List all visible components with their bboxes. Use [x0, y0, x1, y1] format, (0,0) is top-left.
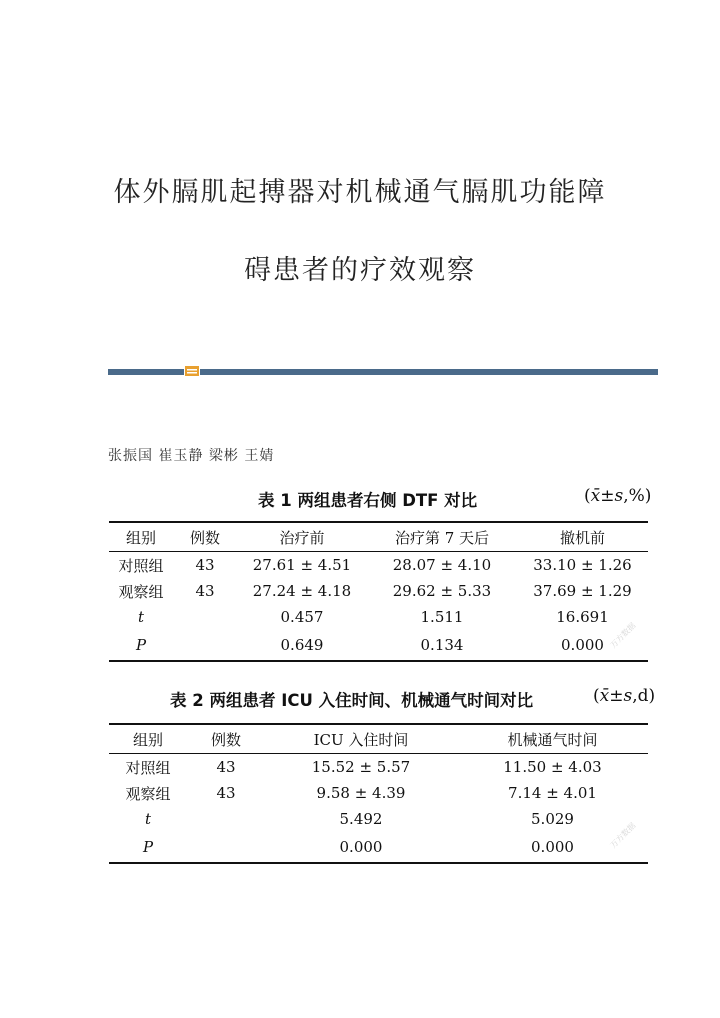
table2-unit: (x̄±s,d) — [593, 686, 656, 706]
table-cell: 0.134 — [367, 630, 517, 661]
table-row — [109, 832, 648, 863]
title-divider-left — [108, 369, 184, 375]
table1-header-row — [109, 522, 648, 552]
table1 — [109, 521, 648, 662]
table-cell: 43 — [195, 556, 215, 574]
table-cell: 29.62 ± 5.33 — [392, 582, 492, 600]
watermark: 万方数据 — [608, 821, 638, 850]
divider-book-icon — [185, 366, 199, 376]
author-list: 张振国 崔玉静 梁彬 王婧 — [108, 448, 275, 464]
table-row — [109, 780, 648, 806]
table1-header-cell: 治疗前 — [237, 522, 367, 552]
table2 — [109, 723, 648, 864]
table1-unit: (x̄±s,%) — [584, 486, 652, 506]
table-cell: 16.691 — [556, 608, 609, 626]
table-cell: P — [109, 832, 187, 863]
table-cell: 对照组 — [125, 758, 171, 777]
table-cell: 27.61 ± 4.51 — [252, 556, 352, 574]
table-cell — [173, 630, 237, 661]
table-cell: 9.58 ± 4.39 — [316, 784, 406, 802]
table2-header-cell: ICU 入住时间 — [265, 724, 457, 754]
table-row — [109, 630, 648, 661]
table-cell: 0.000 — [517, 630, 648, 661]
table-row — [109, 604, 648, 630]
title-line-2: 碍患者的疗效观察 — [244, 255, 476, 286]
table-cell: 0.649 — [237, 630, 367, 661]
table-cell: t — [137, 608, 145, 626]
table-cell: 43 — [216, 784, 236, 802]
table-cell — [173, 604, 237, 630]
table-cell: 0.000 — [265, 832, 457, 863]
table2-header-row — [109, 724, 648, 754]
table-row — [109, 806, 648, 832]
table-cell: 5.492 — [339, 810, 383, 828]
table1-header-cell: 组别 — [109, 522, 173, 552]
table-cell: 11.50 ± 4.03 — [503, 758, 602, 776]
table-cell: 37.69 ± 1.29 — [533, 582, 632, 600]
title-divider-right — [200, 369, 658, 375]
watermark: 万方数据 — [608, 621, 638, 650]
table1-header-cell: 例数 — [173, 522, 237, 552]
table-cell: 27.24 ± 4.18 — [252, 582, 352, 600]
table-row — [109, 578, 648, 604]
table1-header-cell: 治疗第 7 天后 — [367, 522, 517, 552]
table-cell: 15.52 ± 5.57 — [311, 758, 411, 776]
table-cell: t — [144, 810, 152, 828]
table-cell: 对照组 — [118, 556, 164, 575]
table-cell: 观察组 — [125, 784, 171, 803]
table2-header-cell: 例数 — [187, 724, 265, 754]
table-cell: 0.457 — [280, 608, 324, 626]
table2-header-cell: 机械通气时间 — [457, 724, 648, 754]
table-cell: 0.000 — [457, 832, 648, 863]
table-cell: 43 — [216, 758, 236, 776]
table-cell: 33.10 ± 1.26 — [533, 556, 632, 574]
table-row — [109, 754, 648, 781]
table-cell: P — [109, 630, 173, 661]
table-cell: 7.14 ± 4.01 — [508, 784, 597, 802]
table1-header-cell: 撤机前 — [517, 522, 648, 552]
table-cell: 5.029 — [531, 810, 574, 828]
table-cell — [187, 832, 265, 863]
table1-caption: 表 1 两组患者右侧 DTF 对比 — [258, 491, 478, 510]
table-cell: 28.07 ± 4.10 — [392, 556, 492, 574]
table2-header-cell: 组别 — [109, 724, 187, 754]
table-cell: 43 — [195, 582, 215, 600]
table-cell: 1.511 — [420, 608, 464, 626]
title-line-1: 体外膈肌起搏器对机械通气膈肌功能障 — [113, 177, 607, 208]
table2-caption: 表 2 两组患者 ICU 入住时间、机械通气时间对比 — [170, 691, 534, 710]
table-cell: 观察组 — [118, 582, 164, 601]
table-row — [109, 552, 648, 579]
table-cell — [187, 806, 265, 832]
